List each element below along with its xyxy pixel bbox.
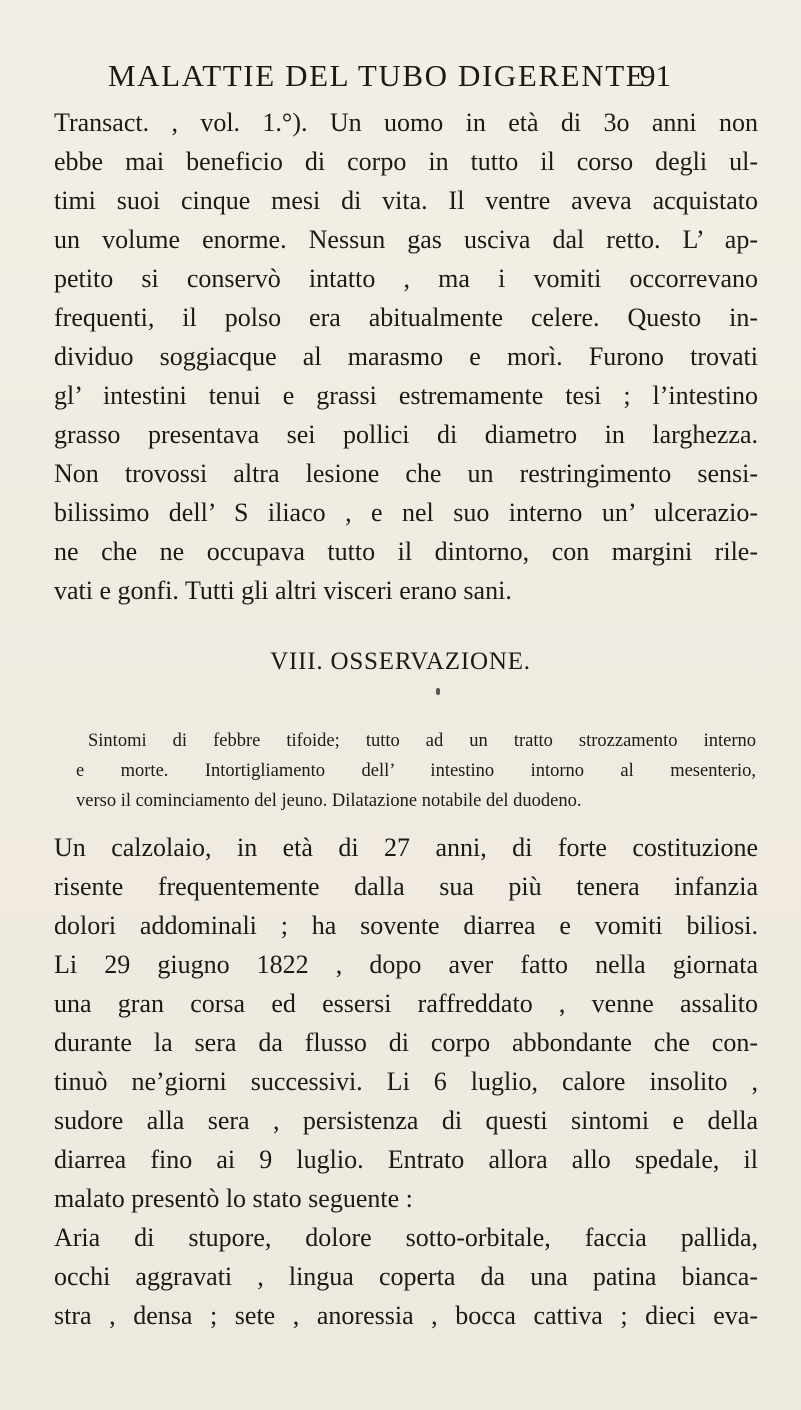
paragraph-1 (54, 103, 758, 610)
text-line: sudore alla sera , persistenza di questi sintomi e della (54, 1106, 758, 1135)
text-line: una gran corsa ed essersi raffreddato , venne assalito (54, 989, 758, 1018)
text-line: timi suoi cinque mesi di vita. Il ventre aveva acquistato (54, 186, 758, 215)
text-line: malato presentò lo stato seguente : (54, 1184, 413, 1213)
text-line: dividuo soggiacque al marasmo e morì. Furono trovati (54, 342, 758, 371)
text-line: dolori addominali ; ha sovente diarrea e vomiti biliosi. (54, 911, 758, 940)
text-line: bilissimo dell’ S iliaco , e nel suo interno un’ ulcerazio- (54, 498, 758, 527)
summary-line: e morte. Intortigliamento dell’ intestino intorno al mesenterio, (76, 761, 756, 781)
text-line: tinuò ne’giorni successivi. Li 6 luglio, calore insolito , (54, 1067, 758, 1096)
summary-line: Sintomi di febbre tifoide; tutto ad un tratto strozzamento interno (88, 731, 756, 751)
observation-summary (76, 726, 756, 816)
text-line: Un calzolaio, in età di 27 anni, di forte costituzione (54, 833, 758, 862)
text-line: Non trovossi altra lesione che un restringimento sensi- (54, 459, 758, 488)
text-line: occhi aggravati , lingua coperta da una patina bianca- (54, 1262, 758, 1291)
text-line: Transact. , vol. 1.°). Un uomo in età di 3o anni non (54, 108, 758, 137)
running-head (0, 58, 801, 98)
text-line: grasso presentava sei pollici di diametro in larghezza. (54, 420, 758, 449)
text-line: gl’ intestini tenui e grassi estremamente tesi ; l’intestino (54, 381, 758, 410)
text-line: Aria di stupore, dolore sotto-orbitale, faccia pallida, (54, 1223, 758, 1252)
paragraph-2 (54, 828, 758, 1335)
text-line: un volume enorme. Nessun gas usciva dal retto. L’ ap- (54, 225, 758, 254)
ornament-dot (436, 688, 440, 695)
running-head-title: MALATTIE DEL TUBO DIGERENTE (108, 58, 647, 93)
text-line: durante la sera da flusso di corpo abbondante che con- (54, 1028, 758, 1057)
section-heading: VIII. OSSERVAZIONE. (270, 648, 531, 675)
text-line: ne che ne occupava tutto il dintorno, con margini rile- (54, 537, 758, 566)
text-line: petito si conservò intatto , ma i vomiti occorrevano (54, 264, 758, 293)
summary-line: verso il cominciamento del jeuno. Dilatazione notabile del duodeno. (76, 791, 582, 811)
text-line: stra , densa ; sete , anoressia , bocca cattiva ; dieci eva- (54, 1301, 758, 1330)
text-line: risente frequentemente dalla sua più tenera infanzia (54, 872, 758, 901)
text-line: diarrea fino ai 9 luglio. Entrato allora allo spedale, il (54, 1145, 758, 1174)
text-line: Li 29 giugno 1822 , dopo aver fatto nella giornata (54, 950, 758, 979)
text-line: ebbe mai beneficio di corpo in tutto il corso degli ul- (54, 147, 758, 176)
text-line: vati e gonfi. Tutti gli altri visceri erano sani. (54, 576, 512, 605)
text-line: frequenti, il polso era abitualmente celere. Questo in- (54, 303, 758, 332)
page-number: 91 (640, 58, 671, 93)
